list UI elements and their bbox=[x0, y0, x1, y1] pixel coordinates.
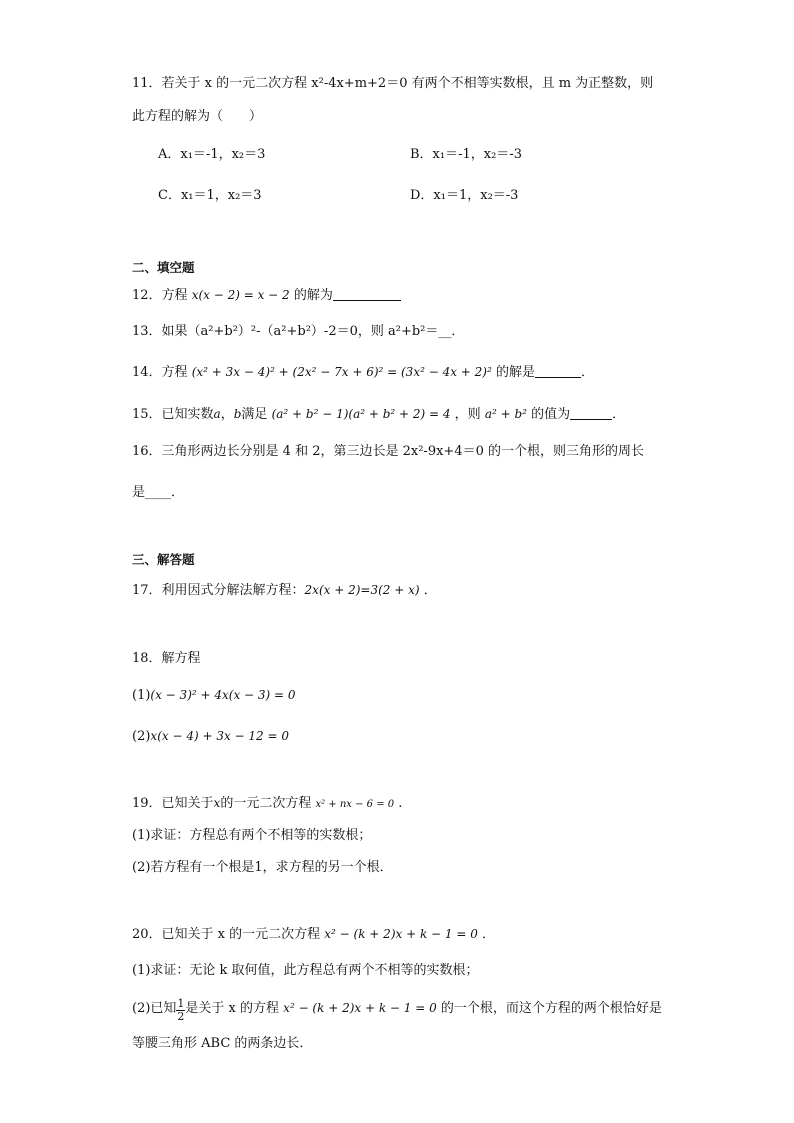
q15-mid: 满足 bbox=[241, 407, 268, 422]
q18-part2 bbox=[132, 726, 289, 747]
q15-end: ． bbox=[612, 407, 626, 422]
q20-part2-suffix: 的一个根，而这个方程的两个根恰好是 bbox=[440, 1001, 662, 1016]
q11-option-d: D．x₁＝1，x₂＝-3 bbox=[410, 188, 519, 203]
q19-mid: 的一元二次方程 bbox=[220, 796, 312, 811]
q20-part3: 等腰三角形 ABC 的两条边长． bbox=[132, 1036, 313, 1051]
q17-equation: 2x(x + 2)=3(2 + x) bbox=[304, 583, 420, 597]
q11-option-c: C．x₁＝1，x₂＝3 bbox=[158, 188, 262, 203]
q12-equation: x(x − 2) = x − 2 bbox=[191, 288, 290, 302]
q15-mid2: ，则 bbox=[454, 407, 481, 422]
q19-part2: (2)若方程有一个根是1，求方程的另一个根． bbox=[132, 860, 393, 875]
q20-equation: x² − (k + 2)x + k − 1 = 0 bbox=[324, 927, 478, 941]
q19-end: . bbox=[398, 796, 403, 811]
q12 bbox=[132, 285, 401, 306]
q18-part1 bbox=[132, 685, 296, 706]
q17 bbox=[132, 580, 437, 601]
q15-equation: (a² + b² − 1)(a² + b² + 2) = 4 bbox=[271, 407, 451, 421]
q11-option-a: A．x₁＝-1，x₂＝3 bbox=[158, 147, 266, 162]
q14-answer-blank bbox=[535, 364, 581, 378]
q14-equation: (x² + 3x − 4)² + (2x² − 7x + 6)² = (3x² − 4x + 2)² bbox=[191, 365, 492, 379]
q12-answer-blank bbox=[333, 287, 401, 301]
q15 bbox=[132, 404, 625, 425]
q15-prefix: 15．已知实数 bbox=[132, 407, 214, 422]
q18-part1-equation: (x − 3)² + 4x(x − 3) = 0 bbox=[150, 688, 296, 702]
q17-prefix: 17．利用因式分解法解方程： bbox=[132, 583, 305, 598]
q16-line2: 是____． bbox=[132, 485, 185, 500]
q16-line1: 16．三角形两边长分别是 4 和 2，第三边长是 2x²-9x+4＝0 的一个根，则三角形的周长 bbox=[132, 444, 644, 459]
section-2-title: 二、填空题 bbox=[132, 260, 195, 275]
q15-sep: ， bbox=[220, 407, 234, 422]
q18-part1-label: (1) bbox=[132, 688, 151, 703]
q20-part2-equation: x² − (k + 2)x + k − 1 = 0 bbox=[283, 1001, 437, 1015]
q12-suffix: 的解为 bbox=[293, 288, 333, 303]
q20-prefix: 20．已知关于 x 的一元二次方程 bbox=[132, 927, 321, 942]
q15-var-a: a bbox=[213, 407, 221, 421]
q14 bbox=[132, 362, 594, 383]
q20 bbox=[132, 924, 495, 945]
q15-answer-blank bbox=[570, 406, 612, 420]
q17-end: ． bbox=[423, 583, 437, 598]
q19-part1: (1)求证：方程总有两个不相等的实数根； bbox=[132, 828, 372, 843]
q20-part2-prefix: (2)已知 bbox=[132, 1001, 177, 1016]
q11-line2: 此方程的解为（ ） bbox=[132, 109, 263, 124]
q12-prefix: 12．方程 bbox=[132, 288, 188, 303]
q15-var-b: b bbox=[233, 407, 242, 421]
q20-part1: (1)求证：无论 k 取何值，此方程总有两个不相等的实数根； bbox=[132, 963, 479, 978]
q15-expression: a² + b² bbox=[484, 407, 527, 421]
q14-suffix: 的解是 bbox=[495, 365, 535, 380]
q19-prefix: 19．已知关于 bbox=[132, 796, 214, 811]
q14-prefix: 14．方程 bbox=[132, 365, 188, 380]
q11-option-b: B．x₁＝-1，x₂＝-3 bbox=[410, 147, 522, 162]
q20-part2 bbox=[132, 998, 662, 1023]
q20-fraction-denominator: 2 bbox=[177, 1010, 185, 1023]
q18-part2-label: (2) bbox=[132, 729, 151, 744]
q19-var-x: x bbox=[213, 796, 221, 810]
q20-part2-mid: 是关于 x 的方程 bbox=[185, 1001, 280, 1016]
q20-end: ． bbox=[482, 927, 496, 942]
q14-end: ． bbox=[580, 365, 594, 380]
section-3-title: 三、解答题 bbox=[132, 552, 195, 567]
q18-part2-equation: x(x − 4) + 3x − 12 = 0 bbox=[150, 729, 289, 743]
q19 bbox=[132, 793, 402, 815]
q13: 13．如果（a²+b²）²-（a²+b²）-2＝0，则 a²+b²＝__． bbox=[132, 324, 465, 339]
q15-suffix: 的值为 bbox=[531, 407, 571, 422]
q20-fraction-numerator: 1 bbox=[177, 997, 185, 1010]
q11-line1: 11．若关于 x 的一元二次方程 x²-4x+m+2＝0 有两个不相等实数根，且 m 为正整数，则 bbox=[132, 76, 654, 91]
q18-title: 18．解方程 bbox=[132, 651, 201, 666]
q19-equation: x² + nx − 6 = 0 bbox=[315, 799, 395, 810]
